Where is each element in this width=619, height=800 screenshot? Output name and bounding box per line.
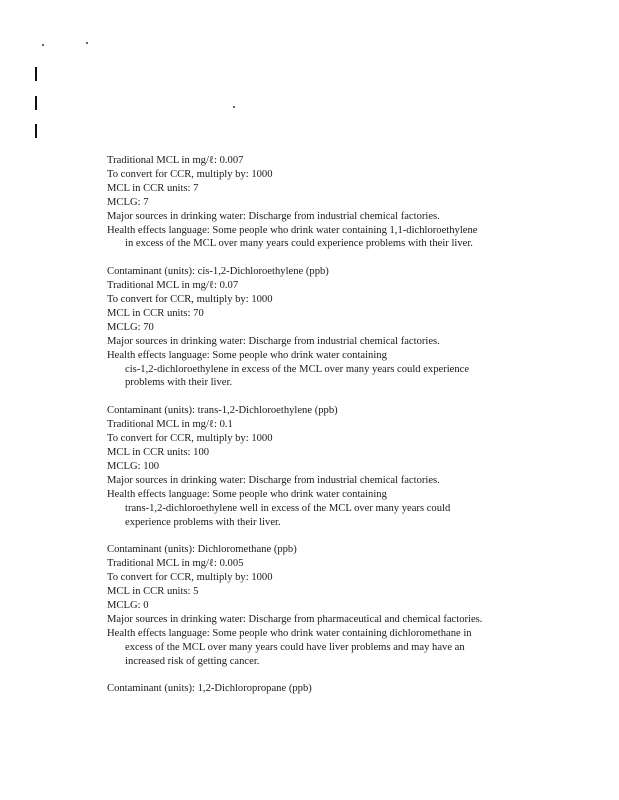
entry-line-continuation: experience problems with their liver. (125, 516, 281, 528)
entry-line: MCL in CCR units: 5 (107, 586, 199, 598)
entry-line: MCLG: 100 (107, 460, 160, 472)
entry-line: Major sources in drinking water: Discharge from industrial chemical factories. (107, 335, 440, 347)
entry-line: Traditional MCL in mg/ℓ: 0.005 (107, 558, 244, 570)
entry-line-continuation: excess of the MCL over many years could have liver problems and may have an (125, 641, 465, 653)
scan-speck (86, 42, 88, 44)
entry-line: Major sources in drinking water: Discharge from pharmaceutical and chemical factories. (107, 613, 483, 625)
revision-bar (35, 96, 37, 110)
entry-line-continuation: cis-1,2-dichloroethylene in excess of the MCL over many years could experience (125, 363, 470, 375)
revision-bar (35, 67, 37, 81)
entry-line: Traditional MCL in mg/ℓ: 0.007 (107, 155, 244, 166)
entry-line: Contaminant (units): cis-1,2-Dichloroethylene (ppb) (107, 266, 329, 278)
entry-line-continuation: trans-1,2-dichloroethylene well in excess of the MCL over many years could (125, 502, 451, 514)
revision-bar (35, 124, 37, 138)
entry-line: MCL in CCR units: 7 (107, 182, 199, 194)
entry-line: To convert for CCR, multiply by: 1000 (107, 572, 273, 584)
entry-line-continuation: in excess of the MCL over many years could experience problems with their liver. (125, 238, 473, 250)
entry-line: To convert for CCR, multiply by: 1000 (107, 168, 273, 180)
entry-line: Health effects language: Some people who drink water containing 1,1-dichloroethylene (107, 224, 478, 236)
document-body (107, 154, 547, 710)
entry-line: Health effects language: Some people who drink water containing (107, 488, 387, 500)
contaminant-entry (107, 265, 547, 390)
entry-line: MCLG: 7 (107, 196, 149, 208)
entry-line: Major sources in drinking water: Discharge from industrial chemical factories. (107, 474, 440, 486)
entry-line: Contaminant (units): trans-1,2-Dichloroethylene (ppb) (107, 405, 338, 417)
contaminant-entry (107, 154, 547, 251)
entry-line: Contaminant (units): Dichloromethane (ppb) (107, 544, 297, 556)
contaminant-entry (107, 682, 547, 696)
scan-speck (42, 44, 44, 46)
entry-line: MCL in CCR units: 100 (107, 447, 210, 458)
entry-line-continuation: problems with their liver. (125, 377, 233, 389)
entry-line: To convert for CCR, multiply by: 1000 (107, 294, 273, 306)
entry-line: Major sources in drinking water: Discharge from industrial chemical factories. (107, 210, 440, 222)
entry-line: Contaminant (units): 1,2-Dichloropropane (ppb) (107, 683, 312, 695)
entry-line: Traditional MCL in mg/ℓ: 0.07 (107, 280, 239, 292)
entry-line: Traditional MCL in mg/ℓ: 0.1 (107, 419, 233, 431)
entry-line: MCLG: 0 (107, 599, 149, 611)
entry-line-continuation: increased risk of getting cancer. (125, 655, 260, 667)
entry-line: Health effects language: Some people who drink water containing dichloromethane in (107, 627, 472, 639)
contaminant-entry (107, 543, 547, 668)
entry-line: MCLG: 70 (107, 321, 154, 333)
contaminant-entry (107, 404, 547, 529)
entry-line: Health effects language: Some people who drink water containing (107, 349, 387, 361)
entry-line: MCL in CCR units: 70 (107, 307, 204, 319)
scan-speck (233, 106, 235, 108)
entry-line: To convert for CCR, multiply by: 1000 (107, 433, 273, 445)
